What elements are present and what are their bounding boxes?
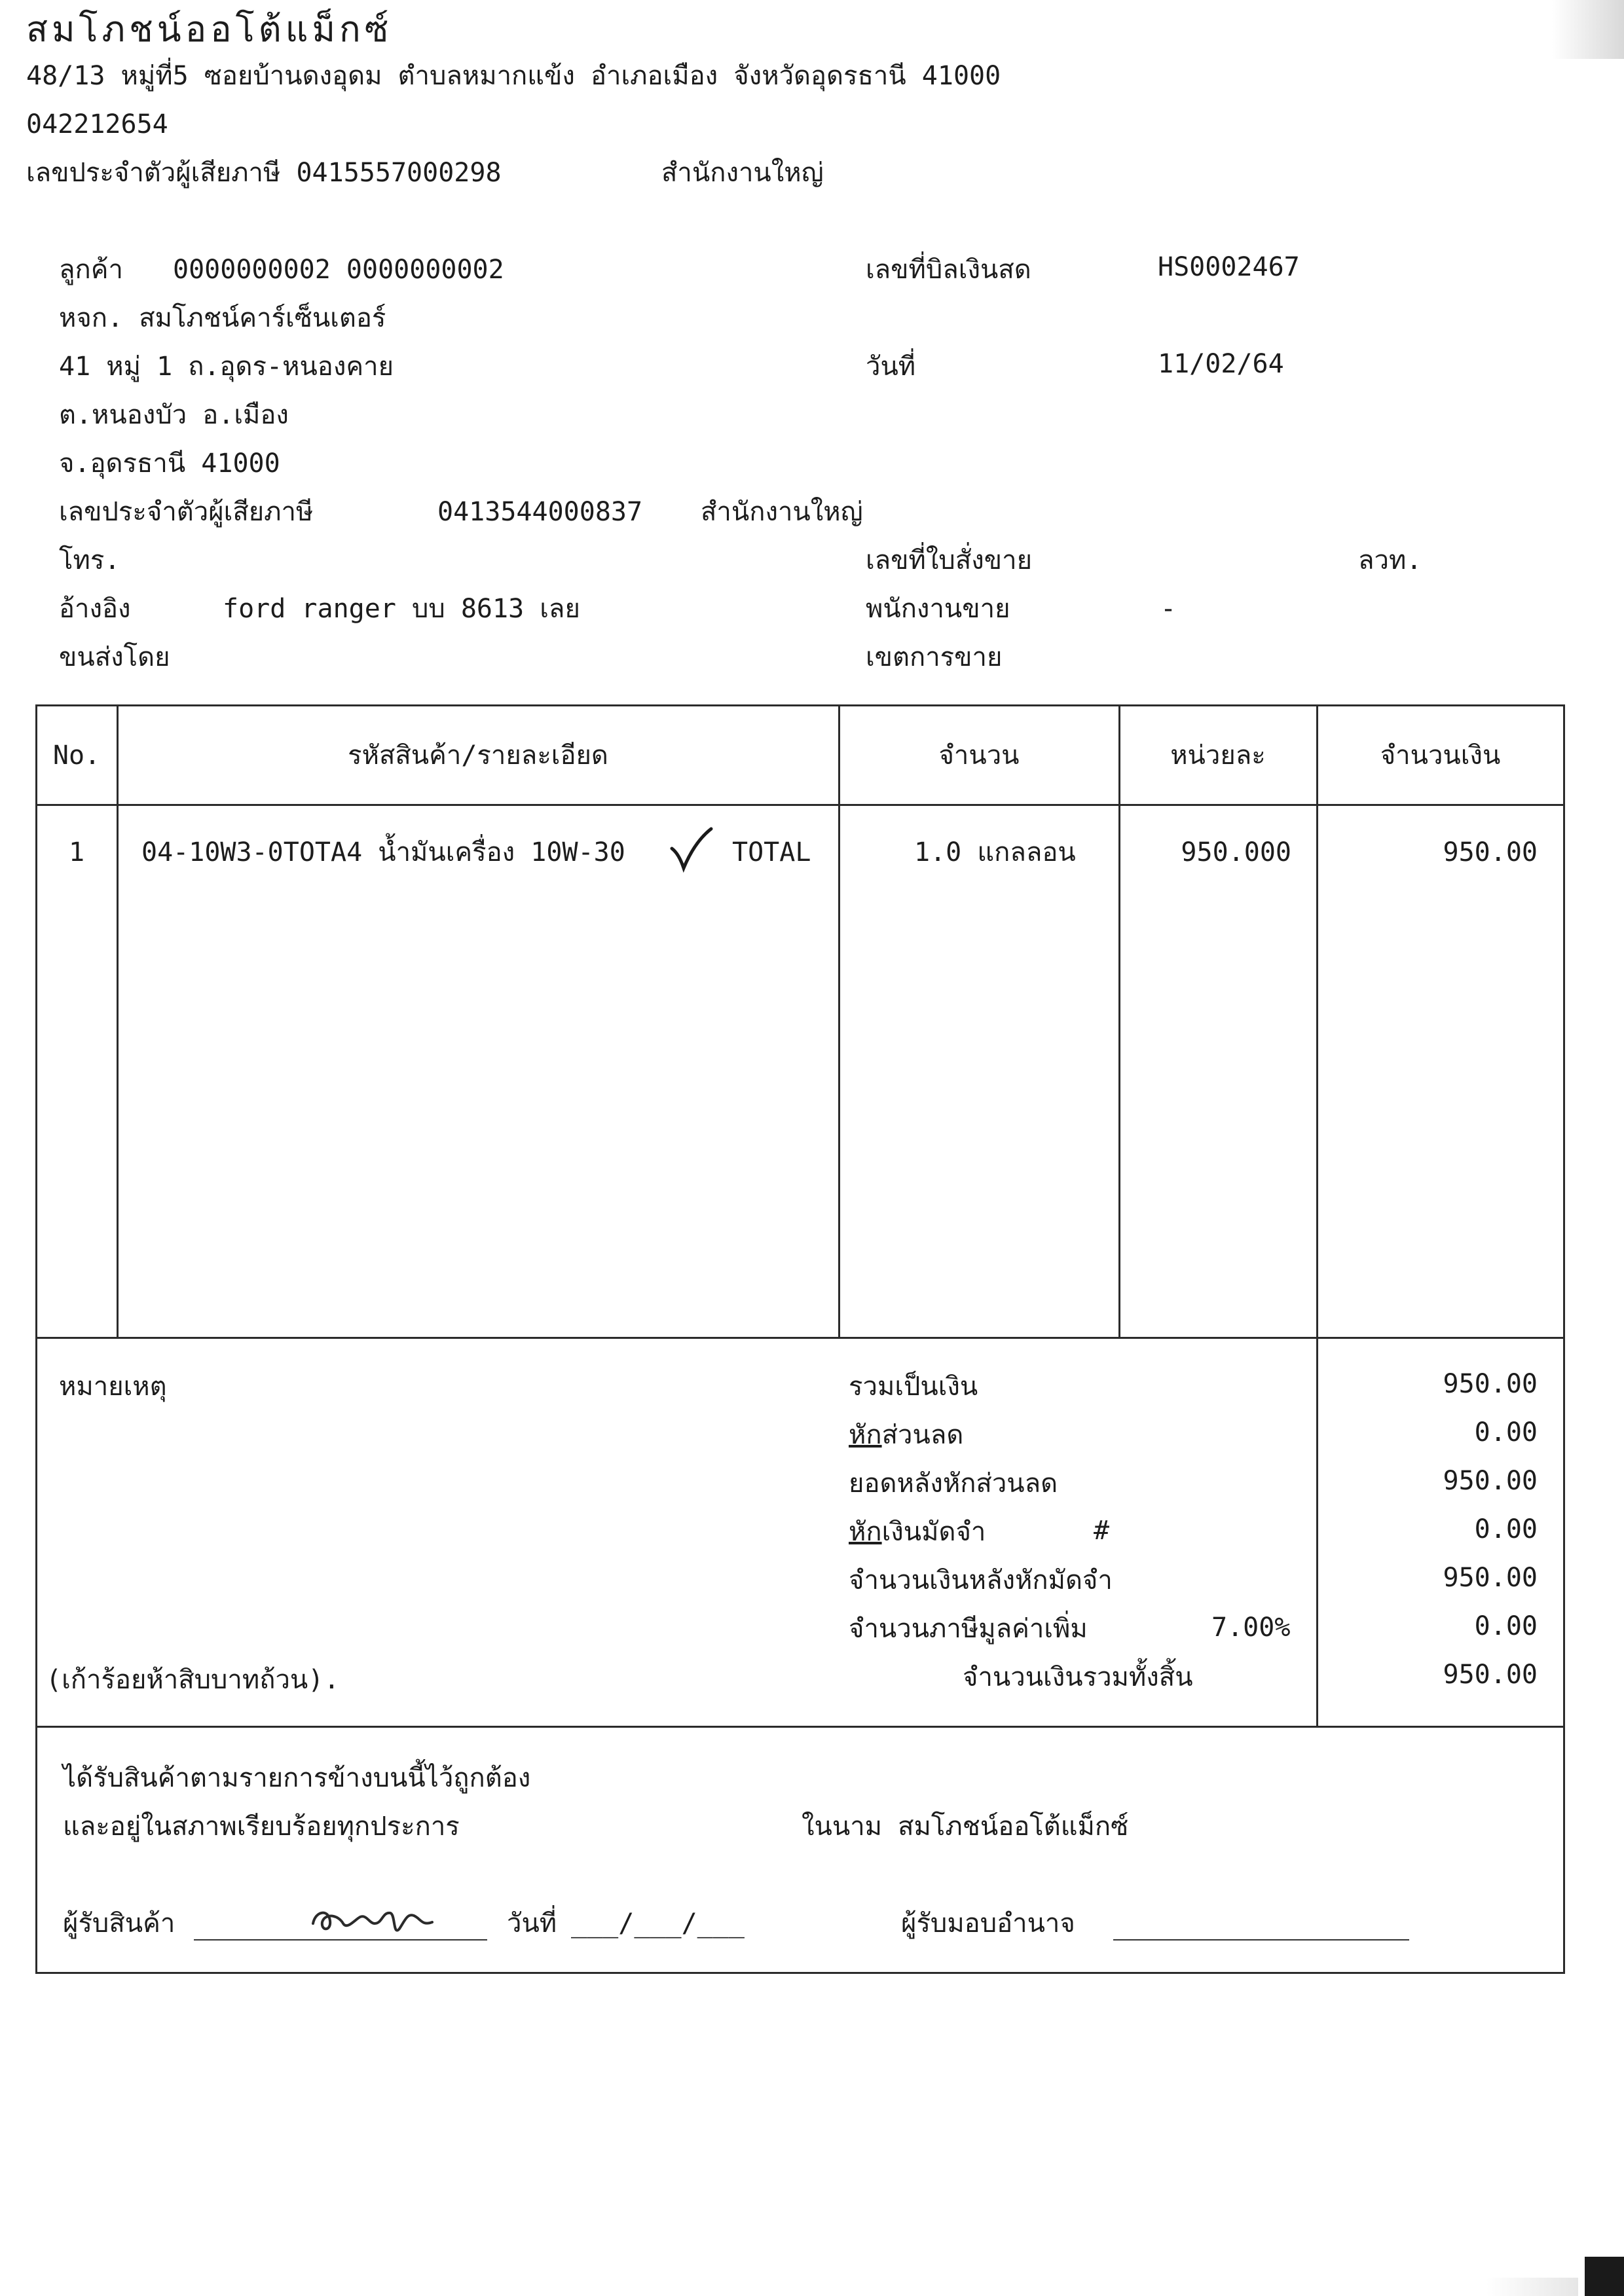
row-quantity: 1.0 แกลลอน	[914, 837, 1076, 867]
received-statement-2: และอยู่ในสภาพเรียบร้อยทุกประการ	[63, 1812, 460, 1842]
summary-value: 0.00	[1474, 1611, 1538, 1641]
left-border	[35, 704, 37, 1973]
remark-label: หมายเหตุ	[59, 1372, 167, 1402]
company-address: 48/13 หมู่ที่5 ซอยบ้านดงอุดม ตำบลหมากแข้ง อำเภอเมือง จังหวัดอุดรธานี 41000	[26, 61, 1001, 91]
receive-date-blank: ___/___/___	[571, 1908, 745, 1939]
grand-total-label: จำนวนเงินรวมทั้งสิ้น	[963, 1662, 1193, 1692]
customer-branch: สำนักงานใหญ่	[701, 497, 863, 527]
company-tax-id: เลขประจำตัวผู้เสียภาษี 0415557000298	[26, 158, 502, 188]
deduct-prefix: หัก	[849, 1517, 882, 1547]
customer-name: หจก. สมโภชน์คาร์เซ็นเตอร์	[59, 303, 386, 333]
header-unit-price: หน่วยละ	[1170, 740, 1266, 771]
customer-tax-id: 0413544000837	[437, 497, 643, 527]
authorized-label: ผู้รับมอบอำนาจ	[901, 1908, 1075, 1939]
scan-corner-mark	[1585, 2257, 1624, 2296]
authorized-signature-line	[1113, 1939, 1409, 1941]
summary-bottom-border	[35, 1726, 1565, 1728]
receiver-label: ผู้รับสินค้า	[63, 1908, 175, 1939]
row-amount: 950.00	[1443, 837, 1538, 867]
received-statement-1: ได้รับสินค้าตามรายการข้างบนนี้ไว้ถูกต้อง	[63, 1763, 531, 1793]
customer-address-2: ต.หนองบัว อ.เมือง	[59, 400, 289, 430]
reference-value: ford ranger บบ 8613 เลย	[223, 594, 580, 624]
right-border	[1563, 704, 1565, 1973]
sales-order-value: ลวท.	[1358, 545, 1422, 575]
row-unit-price: 950.000	[1181, 837, 1291, 867]
customer-codes: 0000000002 0000000002	[173, 255, 504, 285]
customer-address-3: จ.อุดรธานี 41000	[59, 448, 280, 479]
sales-area-label: เขตการขาย	[866, 642, 1003, 672]
grand-total-value: 950.00	[1443, 1660, 1538, 1690]
reference-label: อ้างอิง	[59, 594, 131, 624]
customer-phone-label: โทร.	[59, 545, 120, 575]
scan-shadow	[1552, 0, 1624, 59]
company-name: สมโภชน์ออโต้แม็กซ์	[26, 9, 393, 50]
row-no: 1	[68, 837, 85, 867]
summary-value: 0.00	[1474, 1417, 1538, 1448]
summary-label: ยอดหลังหักส่วนลด	[849, 1468, 1058, 1499]
receiver-signature	[309, 1897, 437, 1943]
salesperson-label: พนักงานขาย	[866, 594, 1010, 624]
summary-value: 950.00	[1443, 1466, 1538, 1496]
amount-in-words: (เก้าร้อยห้าสิบบาทถ้วน).	[46, 1665, 340, 1695]
deposit-mark: #	[1094, 1516, 1110, 1546]
row-description: 04-10W3-0TOTA4 น้ำมันเครื่อง 10W-30	[141, 837, 625, 867]
row-brand: TOTAL	[732, 837, 811, 867]
customer-label: ลูกค้า	[59, 255, 123, 285]
receive-date-label: วันที่	[507, 1908, 557, 1939]
col-divider-2	[838, 704, 840, 1337]
summary-value: 950.00	[1443, 1563, 1538, 1593]
summary-label: หักเงินมัดจำ	[849, 1517, 986, 1547]
table-top-border	[35, 704, 1565, 706]
customer-address-1: 41 หมู่ 1 ถ.อุดร-หนองคาย	[59, 352, 394, 382]
table-header-border	[35, 804, 1565, 806]
summary-label: หักส่วนลด	[849, 1420, 964, 1450]
vat-rate: 7.00%	[1211, 1613, 1291, 1643]
bill-number: HS0002467	[1158, 252, 1300, 282]
table-bottom-border	[35, 1337, 1565, 1339]
deduct-prefix: หัก	[849, 1420, 882, 1450]
summary-value: 950.00	[1443, 1369, 1538, 1399]
summary-label: จำนวนเงินหลังหักมัดจำ	[849, 1565, 1113, 1595]
col-divider-1	[117, 704, 119, 1337]
footer-bottom-border	[35, 1972, 1565, 1974]
company-branch: สำนักงานใหญ่	[661, 158, 824, 188]
on-behalf-of: ในนาม สมโภชน์ออโต้แม็กซ์	[802, 1812, 1129, 1842]
scan-shadow-bottom	[1486, 2278, 1578, 2296]
company-phone: 042212654	[26, 109, 168, 139]
summary-label: รวมเป็นเงิน	[849, 1372, 978, 1402]
header-description: รหัสสินค้า/รายละเอียด	[348, 740, 608, 771]
summary-label: จำนวนภาษีมูลค่าเพิ่ม	[849, 1614, 1088, 1644]
bill-date-label: วันที่	[866, 352, 916, 382]
customer-tax-label: เลขประจำตัวผู้เสียภาษี	[59, 497, 314, 527]
col-divider-3	[1118, 704, 1120, 1337]
header-amount: จำนวนเงิน	[1380, 740, 1501, 771]
salesperson-value: -	[1160, 594, 1177, 624]
check-mark-icon	[668, 826, 715, 873]
bill-date: 11/02/64	[1158, 349, 1284, 379]
bill-number-label: เลขที่บิลเงินสด	[866, 255, 1031, 285]
summary-value: 0.00	[1474, 1514, 1538, 1544]
shipping-label: ขนส่งโดย	[59, 642, 170, 672]
header-no: No.	[52, 740, 101, 771]
sales-order-label: เลขที่ใบสั่งขาย	[866, 545, 1033, 575]
header-quantity: จำนวน	[938, 740, 1020, 771]
